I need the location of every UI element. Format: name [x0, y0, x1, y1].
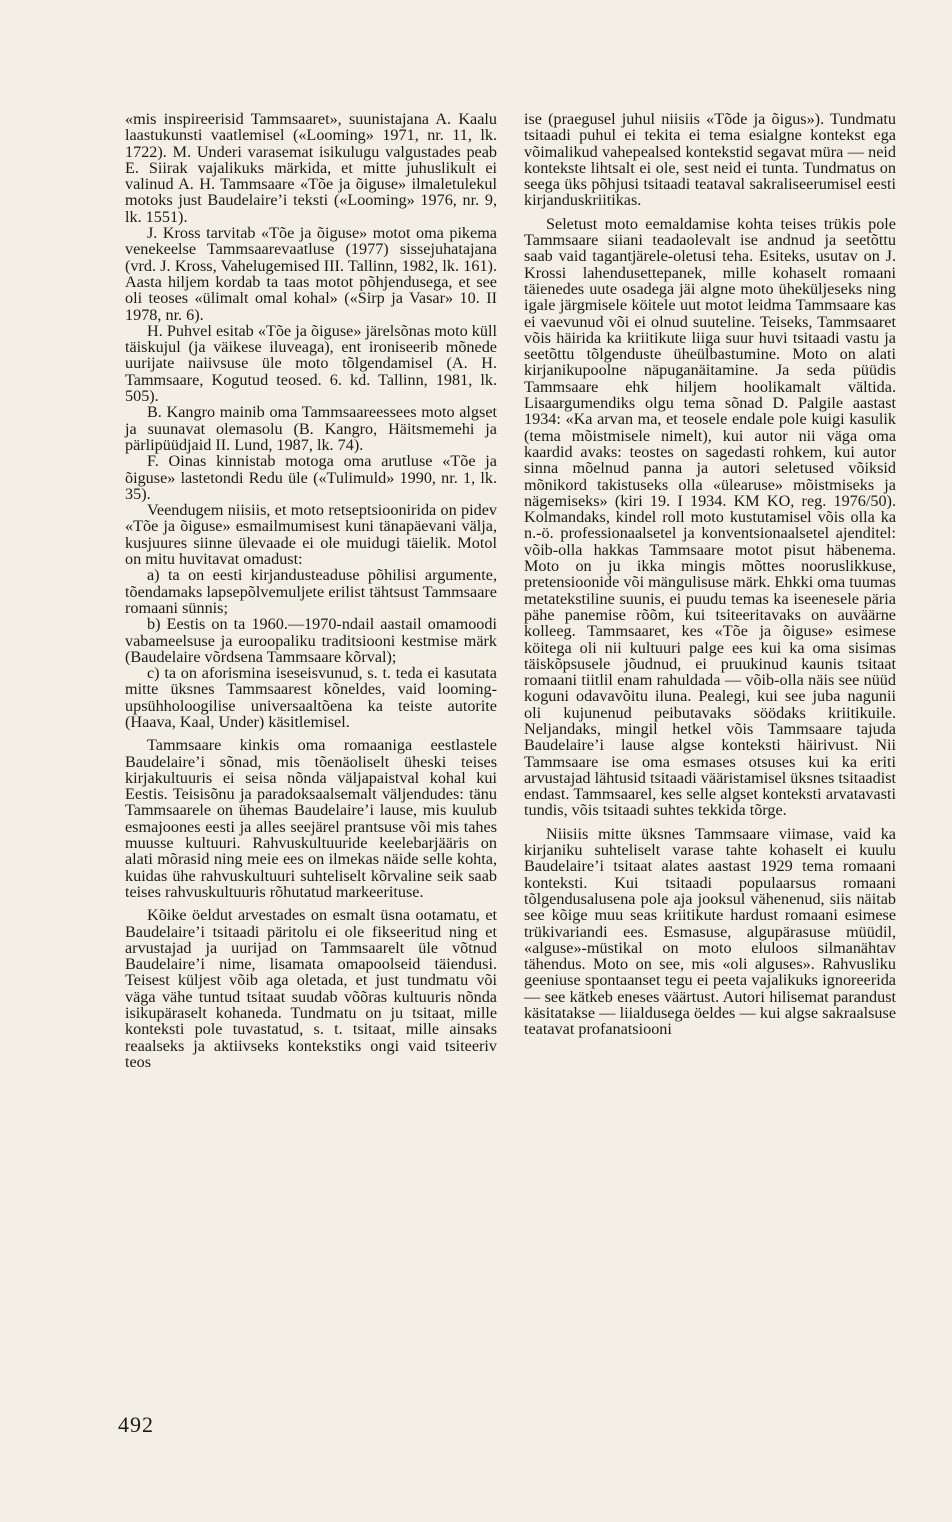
paragraph: Kõike öeldut arvestades on esmalt üsna ootamatu, et Baudelaire’i tsitaadi päritolu ei ole fikseeritud ning et arvustajad ja uurijad on Tammsaarelt üle võtnud Baudelaire’i nime, lisamata omapoolseid täiendusi. Teisest küljest võib aga oletada, et just tundmatu või väga vähe tuntud tsitaat suudab võõras kultuuris nõnda isikupäraselt kohaneda. Tundmatu on ju tsitaat, mille konteksti pole tuvastatud, s. t. tsitaat, mille ainsaks reaalseks ja aktiivseks kontekstiks ongi vaid tsiteeriv teos [125, 906, 497, 1071]
paragraph: Seletust moto eemaldamise kohta teises trükis pole Tammsaare siiani teadaolevalt ise andnud ja seetõttu saab vaid tagantjärele-oletusi teha. Esiteks, usutav on J. Krossi lahendusettepanek, mille kohaselt romaani täienedes uute osadega jäi algne moto üheküljeseks ning igale järgmisele köitele uut motot leidma Tammsaare kas ei vaevunud või ei olnud suuteline. Teiseks, Tammsaaret võis häirida ka kriitikute liiga suur huvi tsitaadi vastu ja seetõttu tõlgenduste üheülbastumine. Moto on alati kirjanikupoolne näpuganäitamine. Ja seda püüdis Tammsaare ehk hiljem hoolikamalt vältida. Lisaargumendiks olgu tema sõnad D. Palgile aastast 1934: «Ka arvan ma, et teosele endale pole kuigi kasulik (tema mõistmisele nimelt), kui autor nii väga oma kaardid avaks: teostes on sagedasti rohkem, kui autor sinna mõelnud panna ja autori seletused võiksid mõnikord takistuseks olla «ülearuse» mõistmiseks ja nägemiseks» (kiri 19. I 1934. KM KO, reg. 1976/50). Kolmandaks, kindel roll moto kustutamisel võis olla ka n.-ö. professionaalsetel ja konventsionaalsetel ajenditel: võib-olla hakkas Tammsaare motot pisut häbenema. Moto on ju ikka mingis mõttes nooruslikkuse, pretensioonide või mängulisuse märk. Ehkki oma tuumas metatekstiline suunis, ei puudu temas ka iseenesele päria pähe panemise rõõm, kui tsiteeritavaks on auväärne kolleeg. Tammsaaret, kes «Tõe ja õiguse» esimese köitega oli nii kultuuri palge ees kui ka oma sisimas täiskõpsusele jõudnud, ei pruukinud kaunis tsitaat romaani tiitlil enam rahuldada — võib-olla näis see nüüd koguni odavavõitu iluna. Pealegi, kui see juba nagunii oli kujunenud peibutavaks söödaks kriitikuile. Neljandaks, mingil hetkel võis Tammsaare tajuda Baudelaire’i lause algse konteksti häirivust. Nii Tammsaare ise oma esmases otsuses kui ka eriti arvustajad lähtusid tsitaadi vääristamisel üksnes tsitaadist endast. Tammsaarel, kes selle algset konteksti arvatavasti tundis, võis tsitaadi suhtes tekkida tõrge. [524, 214, 896, 820]
paragraph: B. Kangro mainib oma Tammsaareessees moto algset ja suunavat olemasolu (B. Kangro, Häitsmemehi ja pärlipüüdjaid II. Lund, 1987, lk. 74). [125, 403, 497, 454]
paragraph: «mis inspireerisid Tammsaaret», suunistajana A. Kaalu laastukunsti vaatlemisel («Looming» 1971, nr. 11, lk. 1722). M. Underi varasemat isikulugu valgustades peab E. Siirak vajalikuks märkida, et mitte juhuslikult ei valinud A. H. Tammsaare «Tõe ja õiguse» ilmaletulekul motoks just Baudelaire’i teksti («Looming» 1976, nr. 9, lk. 1551). [125, 110, 497, 226]
right-column [524, 111, 896, 1038]
paragraph: Tammsaare kinkis oma romaaniga eestlastele Baudelaire’i sõnad, mis tõenäoliselt üheski teises kirjakultuuris ei seisa nõnda väljapaistval kohal kui Eestis. Teisisõnu ja paradoksaalsemalt väljendudes: tänu Tammsaarele on ühemas Baudelaire’i lause, mis kuulub esmajoones eesti ja alles seejärel prantsuse või mis tahes muusse kultuuri. Rahvuskultuuride keelebarjääris on alati mõrasid ning meie ees on ilmekas näide selle kohta, kuidas ühe rahvuskultuuri suhteliselt kõrvaline seik saab teises rahvuskultuuris rõhutatud markeerituse. [125, 736, 497, 901]
list-item: c) ta on aforismina iseseisvunud, s. t. teda ei kasutata mitte üksnes Tammsaarest kõneldes, vaid loomingupsühholoogilise universaaltõena ka teiste autorite (Haava, Kaal, Under) käsitlemisel. [125, 664, 497, 731]
paragraph: ise (praegusel juhul niisiis «Tõde ja õigus»). Tundmatu tsitaadi puhul ei tekita ei tema esialgne kontekst ega võimalikud vahepealsed kontekstid segavat müra — neid kontekste lihtsalt ei ole, sest neid ei tunta. Tundmatus on seega üks põhjusi tsitaadi teataval sakraliseerumisel eesti kirjanduskriitikas. [524, 110, 896, 210]
paragraph: Veendugem niisiis, et moto retseptsioonirida on pidev «Tõe ja õiguse» esmailmumisest kuni tänapäevani välja, kusjuures siinne ülevaade ei ole muidugi täielik. Motol on mitu huvitavat omadust: [125, 501, 497, 569]
paragraph: H. Puhvel esitab «Tõe ja õiguse» järelsõnas moto küll täiskujul (ja väikese iluveaga), ent ironiseerib mõnede uurijate naiivsuse üle moto tõlgendamisel (A. H. Tammsaare, Kogutud teosed. 6. kd. Tallinn, 1981, lk. 505). [125, 321, 497, 406]
list-item: b) Eestis on ta 1960.—1970-ndail aastail omamoodi vabameelsuse ja euroopaliku traditsiooni kestmise märk (Baudelaire võrdsena Tammsaare kõrval); [125, 615, 497, 666]
page-number: 492 [118, 1412, 154, 1437]
list-item: a) ta on eesti kirjandusteaduse põhilisi argumente, tõendamaks lapsepõlvemuljete erilist tähtsust Tammsaare romaani sünnis; [125, 566, 497, 617]
left-column [125, 111, 497, 1070]
paragraph: F. Oinas kinnistab motoga oma arutluse «Tõe ja õiguse» lastetondi Redu üle («Tulimuld» 1990, nr. 1, lk. 35). [125, 452, 497, 503]
paragraph: Niisiis mitte üksnes Tammsaare viimase, vaid ka kirjaniku suhteliselt varase tahte kohaselt ei kuulu Baudelaire’i tsitaat alates aastast 1929 tema romaani konteksti. Kui tsitaadi populaarsus romaani tõlgendusalusena pole aja jooksul vähenenud, siis näitab see kõige muu seas kriitikute hardust romaani esimese trükivariandi ees. Esmasuse, algupärasuse müüdil, «alguse»-müstikal on moto eluloos silmanähtav tähendus. Moto on see, mis «oli alguses». Rahvusliku geeniuse spontaanset tegu ei peeta vajalikuks ignoreerida — see kätkeb eneses väärtust. Autori hilisemat parandust käsitatakse — liialdusega öeldes — kui algse sakraalsuse teatavat profanatsiooni [524, 824, 896, 1039]
paragraph: J. Kross tarvitab «Tõe ja õiguse» motot oma pikema venekeelse Tammsaarevaatluse (1977) sissejuhatajana (vrd. J. Kross, Vahelugemised III. Tallinn, 1982, lk. 161). Aasta hiljem kordab ta taas motot põhjendusega, et see oli teoses «ülimalt omal kohal» («Sirp ja Vasar» 10. II 1978, nr. 6). [125, 224, 497, 324]
